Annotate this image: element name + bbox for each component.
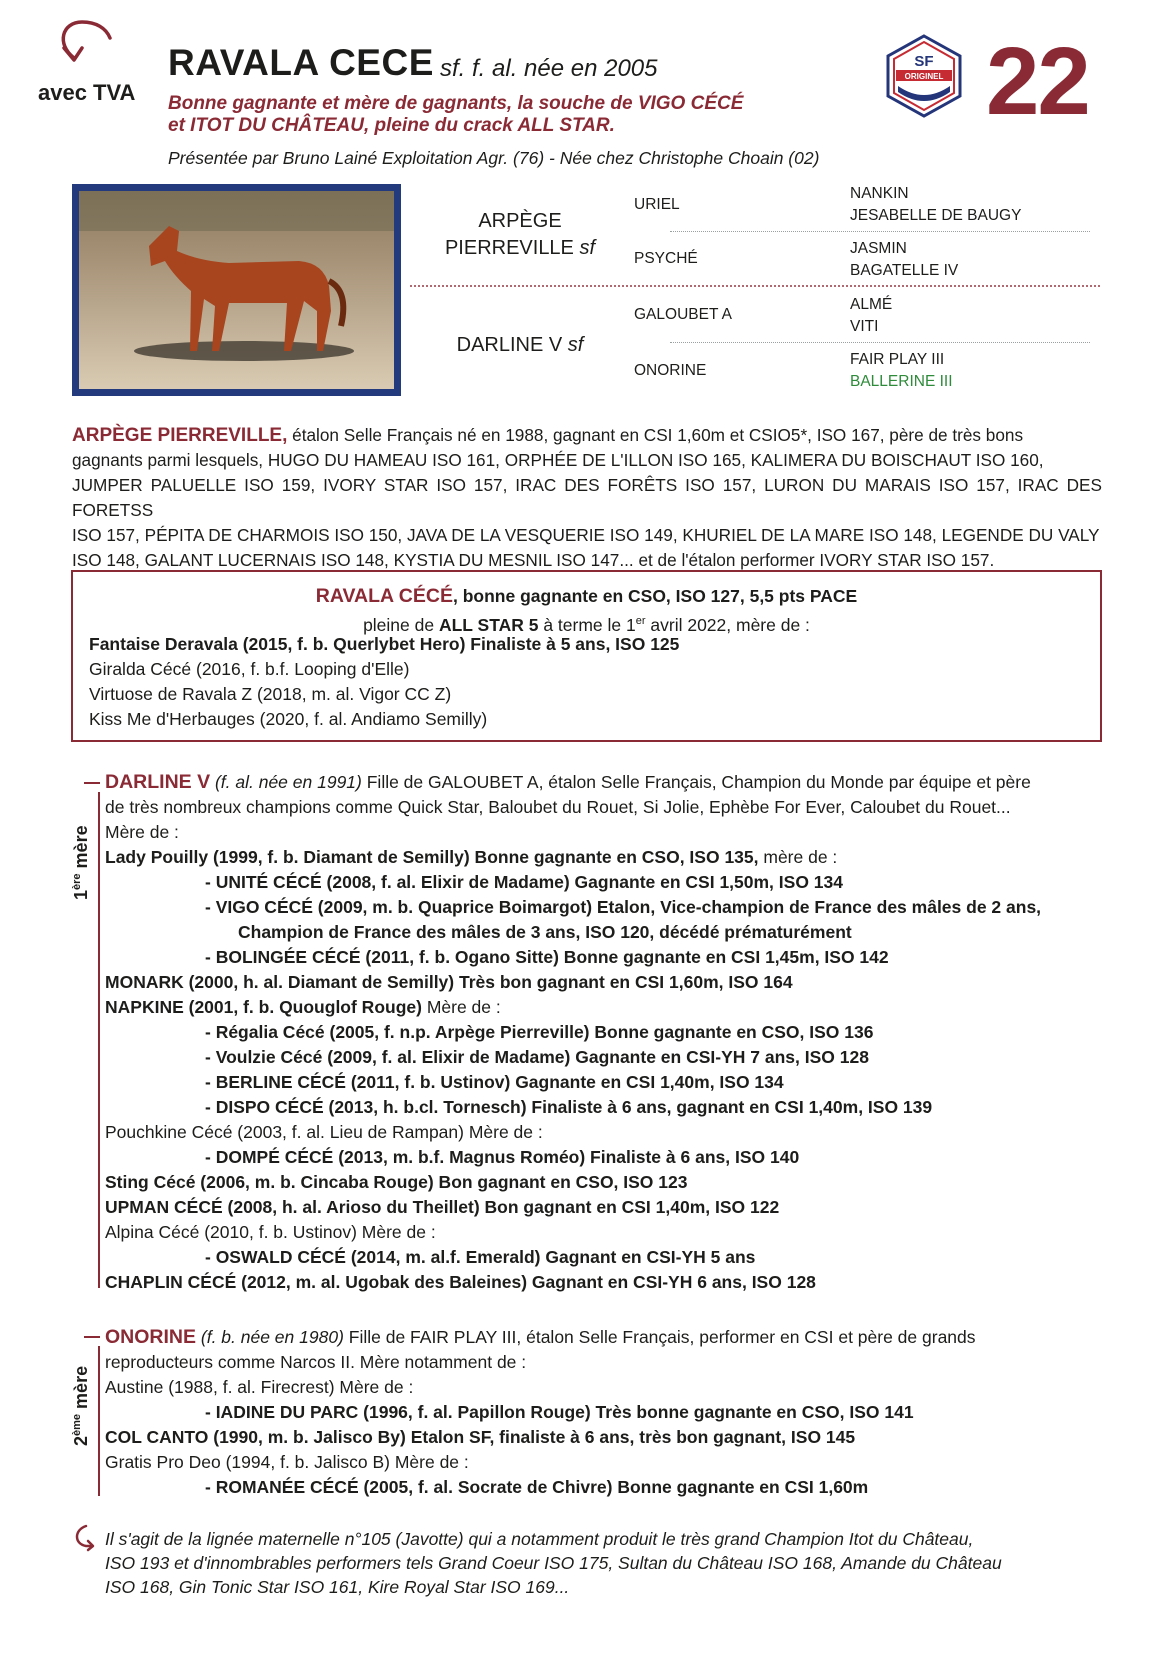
- produce-line: Alpina Cécé (2010, f. b. Ustinov) Mère de :: [105, 1222, 436, 1242]
- sire-paragraph-line: ISO 157, PÉPITA DE CHARMOIS ISO 150, JAVA DE LA VESQUERIE ISO 149, KHURIEL DE LA MARE ISO 148, LEGENDE DU VALY: [72, 525, 1100, 545]
- produce-line: Virtuose de Ravala Z (2018, m. al. Vigor CC Z): [89, 684, 452, 704]
- presenter-line: Présentée par Bruno Lainé Exploitation Agr. (76) - Née chez Christophe Choain (02): [168, 148, 820, 168]
- second-dam-bracket: [98, 1346, 100, 1496]
- pedigree-divider: [670, 231, 1090, 232]
- first-dam-birth: (f. al. née en 1991): [210, 772, 362, 792]
- label-rest: mère: [71, 1365, 91, 1414]
- lot-number: 22: [986, 28, 1089, 135]
- second-dam-birth: (f. b. née en 1980): [196, 1327, 344, 1347]
- produce-line: Pouchkine Cécé (2003, f. al. Lieu de Rampan) Mère de :: [105, 1122, 543, 1142]
- box-head: RAVALA CÉCÉ: [315, 585, 453, 607]
- sire-paragraph-line: gagnants parmi lesquels, HUGO DU HAMEAU ISO 161, ORPHÉE DE L'ILLON ISO 165, KALIMERA DU BOISCHAUT ISO 160,: [72, 450, 1044, 470]
- second-dam-text: Fille de FAIR PLAY III, étalon Selle Français, performer en CSI et père de grands: [343, 1327, 976, 1347]
- first-dam-intro: [105, 770, 1102, 795]
- first-dam-text: Fille de GALOUBET A, étalon Selle Français, Champion du Monde par équipe et père: [361, 772, 1031, 792]
- produce-line: - DISPO CÉCÉ (2013, h. b.cl. Tornesch) Finaliste à 6 ans, gagnant en CSI 1,40m, ISO 139: [205, 1097, 933, 1117]
- note-line: Il s'agit de la lignée maternelle n°105 (Javotte) qui a notamment produit le très grand Champion Itot du Château,: [105, 1529, 974, 1549]
- first-dam-bracket: [98, 792, 100, 1288]
- label-num: 1: [71, 889, 91, 900]
- produce-line: - Régalia Cécé (2005, f. n.p. Arpège Pierreville) Bonne gagnante en CSO, ISO 136: [205, 1022, 874, 1042]
- first-dam-label: [71, 825, 92, 900]
- dam-suffix: sf: [567, 334, 584, 356]
- label-rest: mère: [71, 825, 91, 874]
- box-head-line: [73, 584, 1100, 609]
- box-head-rest: , bonne gagnante en CSO, ISO 127, 5,5 pts PACE: [453, 586, 858, 606]
- horse-photo: [72, 184, 401, 396]
- tagline-line: Bonne gagnante et mère de gagnants, la souche de VIGO CÉCÉ: [168, 93, 744, 114]
- note-line: ISO 168, Gin Tonic Star ISO 161, Kire Royal Star ISO 169...: [105, 1577, 570, 1597]
- produce-line: [105, 995, 501, 1020]
- sire-paragraph-text: étalon Selle Français né en 1988, gagnant en CSI 1,60m et CSIO5*, ISO 167, père de très bons: [287, 425, 1024, 445]
- produce-line: Gratis Pro Deo (1994, f. b. Jalisco B) Mère de :: [105, 1452, 469, 1472]
- great-grandparent-4: BAGATELLE IV: [850, 262, 959, 279]
- produce-line: - IADINE DU PARC (1996, f. al. Papillon Rouge) Très bonne gagnante en CSO, ISO 141: [205, 1402, 914, 1422]
- produce-line: - BERLINE CÉCÉ (2011, f. b. Ustinov) Gagnante en CSI 1,40m, ISO 134: [205, 1072, 784, 1092]
- produce-line: Fantaise Deravala (2015, f. b. Querlybet Hero) Finaliste à 5 ans, ISO 125: [89, 634, 680, 654]
- second-dam-name: ONORINE: [105, 1326, 197, 1348]
- second-dam-intro-line: reproducteurs comme Narcos II. Mère notamment de :: [105, 1352, 527, 1372]
- great-grandparent-7: FAIR PLAY III: [850, 351, 945, 368]
- produce-line: [105, 845, 837, 870]
- grandparent-2: PSYCHÉ: [634, 250, 698, 267]
- great-grandparent-2: JESABELLE DE BAUGY: [850, 207, 1022, 224]
- produce-line: MONARK (2000, h. al. Diamant de Semilly) Très bon gagnant en CSI 1,60m, ISO 164: [105, 972, 793, 992]
- sire-paragraph: [72, 423, 1102, 573]
- mare-summary-box: [71, 570, 1102, 742]
- vat-label: avec TVA: [38, 80, 136, 105]
- produce-line: - UNITÉ CÉCÉ (2008, f. al. Elixir de Madame) Gagnante en CSI 1,50m, ISO 134: [205, 872, 843, 892]
- first-dam-intro-line: Mère de :: [105, 822, 179, 842]
- box-text: avril 2022, mère de :: [645, 614, 810, 635]
- tagline: [168, 93, 848, 137]
- produce-line: CHAPLIN CÉCÉ (2012, m. al. Ugobak des Baleines) Gagnant en CSI-YH 6 ans, ISO 128: [105, 1272, 816, 1292]
- produce-line: Giralda Cécé (2016, f. b.f. Looping d'Elle): [89, 659, 410, 679]
- produce-line: - VIGO CÉCÉ (2009, m. b. Quaprice Boimargot) Etalon, Vice-champion de France des mâles de 2 ans,: [205, 897, 1042, 917]
- sire-paragraph-line: ISO 148, GALANT LUCERNAIS ISO 148, KYSTIA DU MESNIL ISO 147... et de l'étalon performer IVORY STAR ISO 157.: [72, 550, 995, 570]
- pedigree-divider-main: [410, 285, 1100, 287]
- first-dam-bracket-cap: [84, 782, 100, 784]
- produce-text: mère de :: [758, 847, 838, 867]
- horse-photo-image: [79, 191, 394, 389]
- note-line: ISO 193 et d'innombrables performers tels Grand Coeur ISO 175, Sultan du Château ISO 168, Amande du Château: [105, 1553, 1002, 1573]
- sf-originel-logo: [884, 34, 964, 118]
- sire-suffix: sf: [579, 237, 596, 259]
- tagline-line: et ITOT DU CHÂTEAU, pleine du crack ALL STAR.: [168, 115, 615, 136]
- sire-paragraph-line: JUMPER PALUELLE ISO 159, IVORY STAR ISO 157, IRAC DES FORÊTS ISO 157, LURON DU MARAIS ISO 157, IRAC DES FORETSS: [72, 475, 1102, 520]
- great-grandparent-1: NANKIN: [850, 185, 909, 202]
- horse-subtitle: sf. f. al. née en 2005: [440, 55, 658, 82]
- box-sup: er: [635, 615, 646, 627]
- box-text: pleine de: [363, 614, 439, 635]
- produce-line: Champion de France des mâles de 3 ans, ISO 120, décédé prématurément: [238, 922, 852, 942]
- dam-name: DARLINE V: [456, 334, 563, 356]
- box-text: à terme le 1: [538, 614, 636, 635]
- produce-line: UPMAN CÉCÉ (2008, h. al. Arioso du Theillet) Bon gagnant en CSI 1,40m, ISO 122: [105, 1197, 780, 1217]
- great-grandparent-8: BALLERINE III: [850, 373, 953, 390]
- grandparent-4: ONORINE: [634, 362, 707, 379]
- great-grandparent-5: ALMÉ: [850, 296, 893, 313]
- label-sup: ème: [71, 1413, 83, 1436]
- produce-line: - Voulzie Cécé (2009, f. al. Elixir de Madame) Gagnante en CSI-YH 7 ans, ISO 128: [205, 1047, 869, 1067]
- produce-line: - OSWALD CÉCÉ (2014, m. al.f. Emerald) Gagnant en CSI-YH 5 ans: [205, 1247, 756, 1267]
- second-dam-label: [71, 1366, 92, 1446]
- great-grandparent-6: VITI: [850, 318, 879, 335]
- second-dam-bracket-cap: [84, 1336, 100, 1338]
- produce-line: COL CANTO (1990, m. b. Jalisco By) Etalon SF, finaliste à 6 ans, très bon gagnant, ISO 145: [105, 1427, 856, 1447]
- first-dam-intro-line: de très nombreux champions comme Quick Star, Baloubet du Rouet, Si Jolie, Ephèbe For Ever, Caloubet du Rouet...: [105, 797, 1011, 817]
- produce-line: - ROMANÉE CÉCÉ (2005, f. al. Socrate de Chivre) Bonne gagnante en CSI 1,60m: [205, 1477, 869, 1497]
- produce-line: Austine (1988, f. al. Firecrest) Mère de :: [105, 1377, 414, 1397]
- first-dam-name: DARLINE V: [105, 771, 211, 793]
- great-grandparent-3: JASMIN: [850, 240, 907, 257]
- pedigree-sire: [410, 208, 630, 262]
- grandparent-3: GALOUBET A: [634, 306, 732, 323]
- box-stallion: ALL STAR 5: [438, 614, 539, 635]
- produce-line: - BOLINGÉE CÉCÉ (2011, f. b. Ogano Sitte) Bonne gagnante en CSI 1,45m, ISO 142: [205, 947, 889, 967]
- produce-text: Mère de :: [421, 997, 501, 1017]
- label-sup: ère: [71, 873, 83, 890]
- sire-paragraph-line: [72, 423, 1102, 448]
- pedigree-dam: [410, 334, 630, 357]
- label-num: 2: [71, 1435, 91, 1446]
- second-dam-intro: [105, 1325, 976, 1350]
- pedigree-divider: [670, 342, 1090, 343]
- curved-arrow-icon: [52, 18, 116, 74]
- produce-line: - DOMPÉ CÉCÉ (2013, m. b.f. Magnus Roméo) Finaliste à 6 ans, ISO 140: [205, 1147, 800, 1167]
- sire-name-line: ARPÈGE: [478, 210, 562, 232]
- horse-name: RAVALA CECE: [168, 42, 434, 83]
- sire-paragraph-head: ARPÈGE PIERREVILLE,: [72, 425, 288, 446]
- produce-line: Kiss Me d'Herbauges (2020, f. al. Andiamo Semilly): [89, 709, 488, 729]
- produce-line: Sting Cécé (2006, m. b. Cincaba Rouge) Bon gagnant en CSO, ISO 123: [105, 1172, 688, 1192]
- sire-name-2: PIERREVILLE: [444, 237, 574, 259]
- produce-bold: NAPKINE (2001, f. b. Quouglof Rouge): [105, 997, 422, 1017]
- logo-top-text: SF: [914, 53, 934, 70]
- logo-band-text: ORIGINEL: [904, 72, 944, 81]
- produce-bold: Lady Pouilly (1999, f. b. Diamant de Semilly) Bonne gagnante en CSO, ISO 135,: [105, 847, 759, 867]
- sire-name-line-2: [410, 235, 630, 262]
- grandparent-1: URIEL: [634, 196, 680, 213]
- hook-arrow-icon: [72, 1524, 96, 1552]
